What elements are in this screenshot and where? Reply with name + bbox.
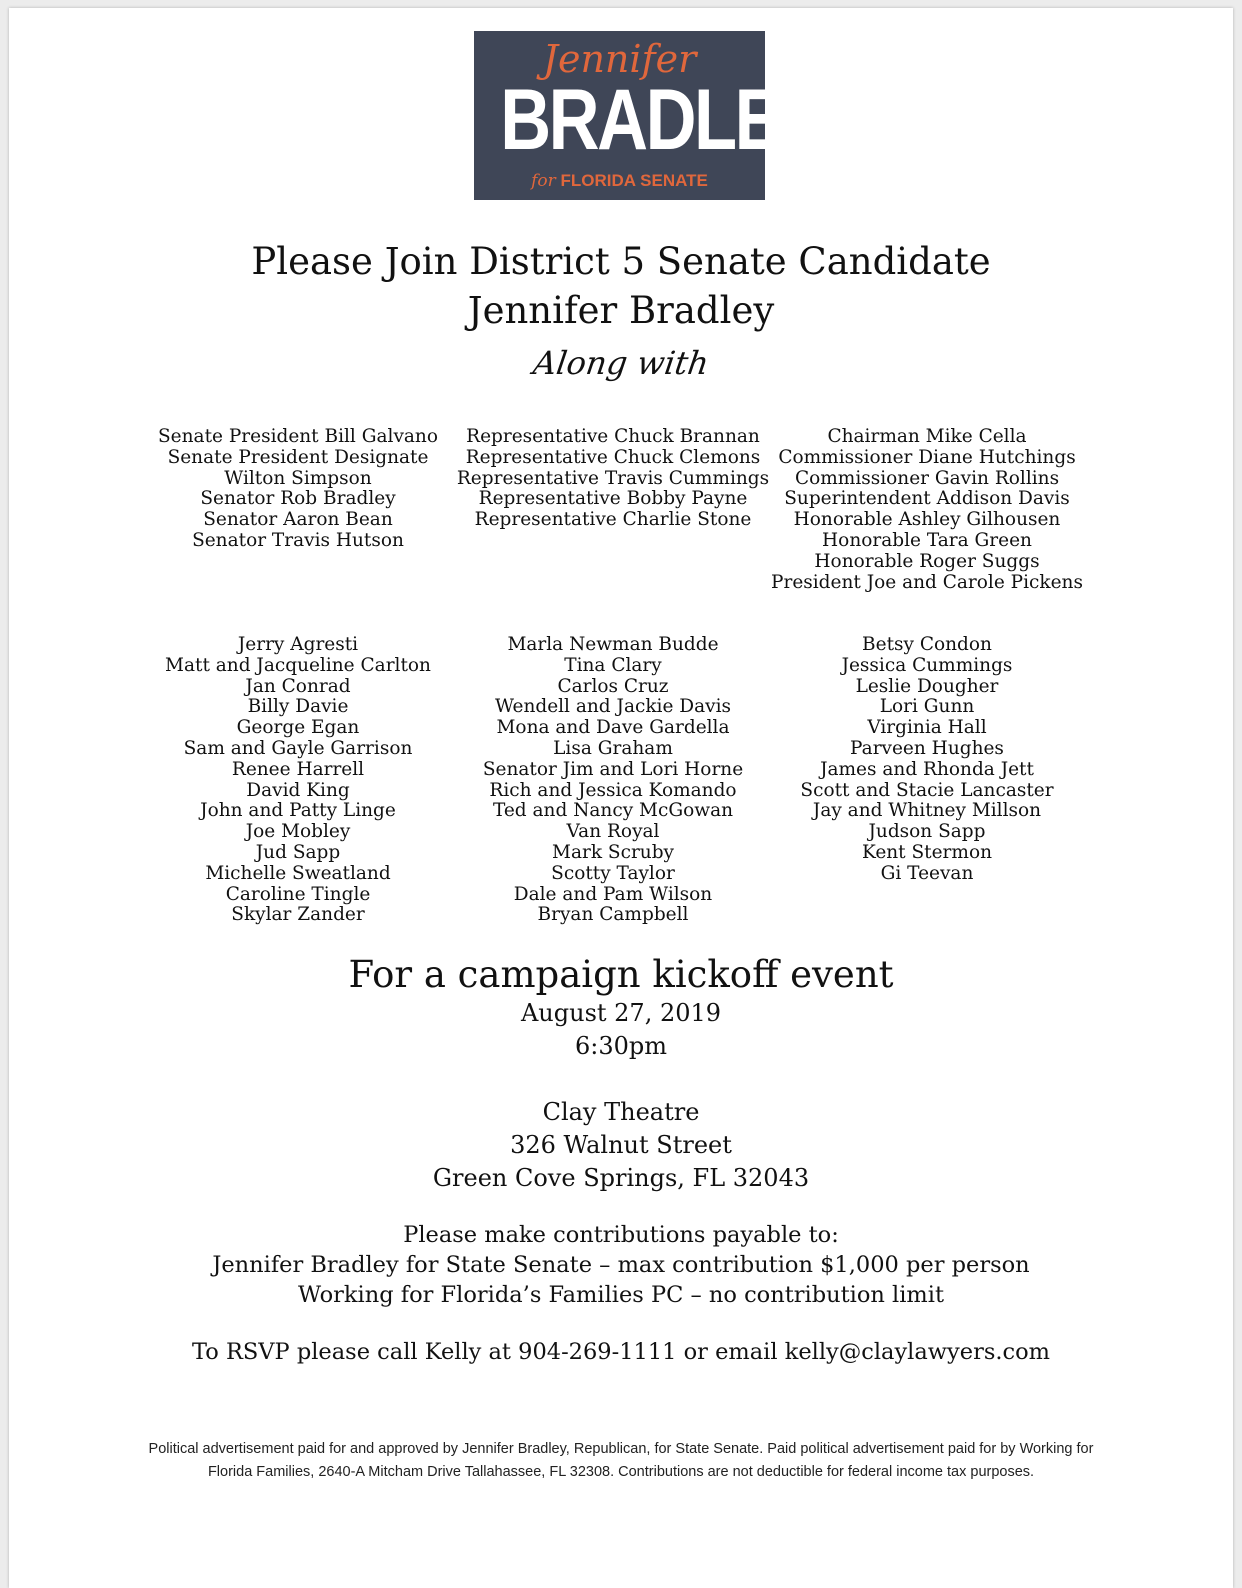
host-name: Gi Teevan xyxy=(880,862,974,884)
logo-subtitle xyxy=(474,171,765,191)
host-name: Sam and Gayle Garrison xyxy=(183,737,413,759)
along-with-script: Along with xyxy=(530,344,712,382)
venue-street: 326 Walnut Street xyxy=(510,1131,732,1159)
host-name: Ted and Nancy McGowan xyxy=(492,800,734,822)
host-name: Senate President Designate xyxy=(167,446,429,468)
logo-last-name: BRADLEY xyxy=(500,72,824,168)
contributions-line1: Jennifer Bradley for State Senate – max contribution $1,000 per person xyxy=(212,1252,1030,1278)
host-name: Representative Charlie Stone xyxy=(474,509,752,531)
host-name: Virginia Hall xyxy=(867,717,987,739)
hosts-top-left xyxy=(118,427,478,552)
host-name: George Egan xyxy=(236,717,360,739)
flyer-page xyxy=(9,8,1233,1588)
host-name: Senator Travis Hutson xyxy=(192,529,404,551)
logo-office-text: FLORIDA SENATE xyxy=(560,171,708,190)
host-name: Joe Mobley xyxy=(245,821,351,843)
host-name: Jessica Cummings xyxy=(841,654,1013,676)
host-name: Wilton Simpson xyxy=(224,467,372,489)
event-time: 6:30pm xyxy=(574,1032,667,1060)
host-name: Jay and Whitney Millson xyxy=(812,800,1042,822)
host-name: Michelle Sweatland xyxy=(205,862,391,884)
host-name: Dale and Pam Wilson xyxy=(513,883,713,905)
host-name: Senator Aaron Bean xyxy=(203,509,393,531)
host-name: Superintendent Addison Davis xyxy=(784,488,1070,510)
hosts-bottom-left xyxy=(118,635,478,926)
host-name: Commissioner Diane Hutchings xyxy=(778,446,1076,468)
host-name: Representative Bobby Payne xyxy=(478,488,748,510)
hosts-bottom-right xyxy=(747,635,1107,885)
host-name: Van Royal xyxy=(566,821,660,843)
host-name: Renee Harrell xyxy=(231,758,365,780)
hosts-top-middle xyxy=(433,427,793,531)
host-name: Jud Sapp xyxy=(255,841,341,863)
host-name: Senator Jim and Lori Horne xyxy=(482,758,744,780)
host-name: Chairman Mike Cella xyxy=(827,426,1027,447)
host-name: Lisa Graham xyxy=(553,737,673,759)
host-name: John and Patty Linge xyxy=(200,800,396,822)
host-name: Scotty Taylor xyxy=(551,862,675,884)
host-name: Bryan Campbell xyxy=(537,904,689,926)
host-name: President Joe and Carole Pickens xyxy=(771,571,1083,593)
host-name: Representative Chuck Clemons xyxy=(465,446,761,468)
hosts-bottom-middle xyxy=(433,635,793,926)
logo-for-text: for xyxy=(531,171,556,191)
contributions-intro: Please make contributions payable to: xyxy=(403,1222,839,1248)
paid-for-disclaimer: Political advertisement paid for and approved by Jennifer Bradley, Republican, for State Senate. Paid political advertisement paid for by Working for Florida Families, 2640-A Mitcham Drive Tallahassee, FL 32308. Contributions are not deductible for federal income tax purposes. xyxy=(148,1441,1094,1480)
host-name: Rich and Jessica Komando xyxy=(489,779,737,801)
host-name: Mark Scruby xyxy=(552,841,674,863)
venue-city: Green Cove Springs, FL 32043 xyxy=(432,1164,810,1192)
host-name: Marla Newman Budde xyxy=(507,634,719,655)
host-name: Wendell and Jackie Davis xyxy=(494,696,732,718)
host-name: Lori Gunn xyxy=(879,696,975,718)
host-name: Jerry Agresti xyxy=(237,634,359,655)
host-name: Jan Conrad xyxy=(245,675,351,697)
event-title: For a campaign kickoff event xyxy=(348,953,894,996)
host-name: Kent Stermon xyxy=(862,841,992,863)
host-name: Judson Sapp xyxy=(868,821,986,843)
host-name: Commissioner Gavin Rollins xyxy=(794,467,1060,489)
campaign-logo xyxy=(474,31,824,200)
host-name: Betsy Condon xyxy=(862,634,992,655)
host-name: Honorable Ashley Gilhousen xyxy=(793,509,1061,531)
logo-first-name: Jennifer xyxy=(542,37,697,81)
host-name: Tina Clary xyxy=(564,654,662,676)
host-name: Scott and Stacie Lancaster xyxy=(800,779,1054,801)
host-name: Caroline Tingle xyxy=(225,883,371,905)
event-date: August 27, 2019 xyxy=(520,999,722,1027)
host-name: Representative Chuck Brannan xyxy=(466,426,760,447)
host-name: Parveen Hughes xyxy=(850,737,1004,759)
host-name: Representative Travis Cummings xyxy=(456,467,770,489)
invite-heading-line1: Please Join District 5 Senate Candidate xyxy=(251,240,991,283)
host-name: Carlos Cruz xyxy=(557,675,669,697)
host-name: Honorable Tara Green xyxy=(822,529,1032,551)
venue-name: Clay Theatre xyxy=(542,1098,700,1126)
host-name: David King xyxy=(246,779,350,801)
host-name: Mona and Dave Gardella xyxy=(496,717,730,739)
contributions-line2: Working for Florida’s Families PC – no contribution limit xyxy=(298,1282,944,1308)
host-name: James and Rhonda Jett xyxy=(820,758,1034,780)
host-name: Skylar Zander xyxy=(231,904,365,926)
host-name: Leslie Dougher xyxy=(855,675,999,697)
host-name: Honorable Roger Suggs xyxy=(814,550,1040,572)
hosts-top-right xyxy=(747,427,1107,593)
invite-heading-line2: Jennifer Bradley xyxy=(467,289,775,332)
rsvp-line: To RSVP please call Kelly at 904-269-1111 or email kelly@claylawyers.com xyxy=(191,1339,1051,1365)
host-name: Matt and Jacqueline Carlton xyxy=(165,654,431,676)
host-name: Billy Davie xyxy=(247,696,349,718)
host-name: Senator Rob Bradley xyxy=(200,488,396,510)
host-name: Senate President Bill Galvano xyxy=(158,426,438,447)
